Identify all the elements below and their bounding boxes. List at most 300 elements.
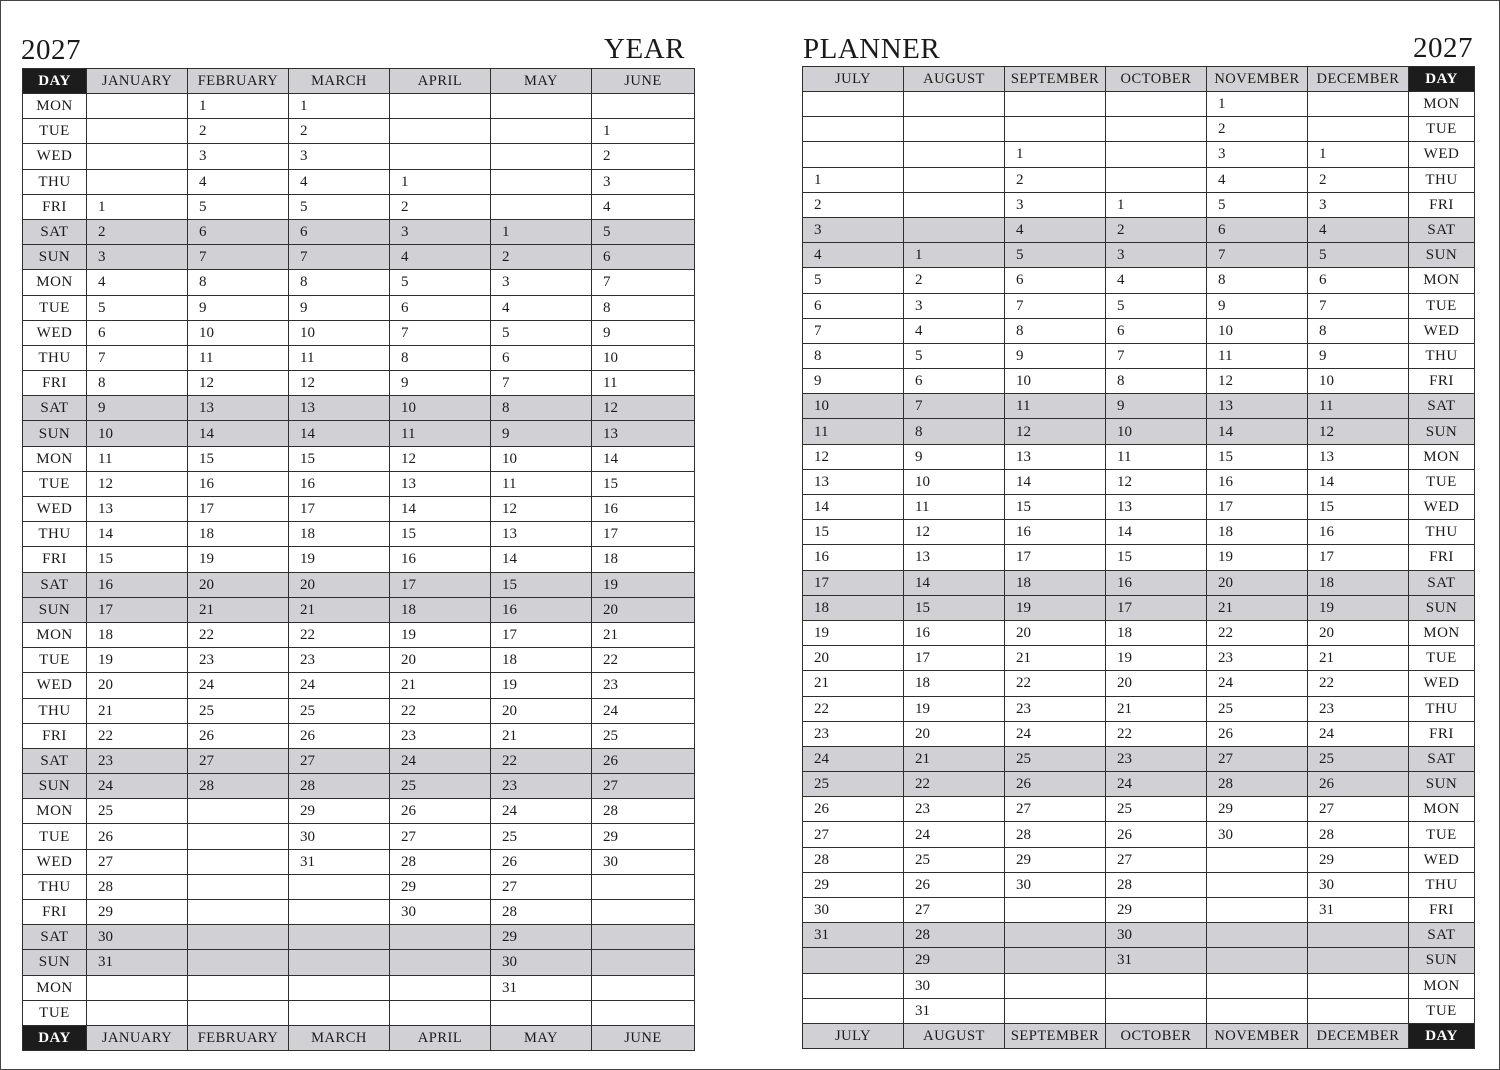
calendar-row [803,948,1475,973]
calendar-row [803,444,1475,469]
weekday-label: MON [1409,444,1475,469]
date-cell [188,799,289,824]
date-cell: 6 [1106,318,1207,343]
date-cell [289,874,390,899]
date-cell: 5 [87,295,188,320]
date-cell: 23 [1005,696,1106,721]
date-cell: 5 [803,268,904,293]
calendar-row [803,495,1475,520]
date-cell: 5 [491,320,592,345]
date-cell: 12 [390,446,491,471]
date-cell: 22 [188,622,289,647]
date-cell: 26 [188,723,289,748]
date-cell: 12 [1308,419,1409,444]
left-page-title: YEAR [604,33,685,65]
date-cell: 22 [1308,671,1409,696]
calendar-row [803,923,1475,948]
date-cell: 14 [904,570,1005,595]
date-cell: 26 [491,849,592,874]
date-cell: 4 [1308,217,1409,242]
date-cell: 6 [1207,217,1308,242]
date-cell [390,1000,491,1025]
date-cell: 17 [491,622,592,647]
left-month-header: JUNE [592,69,695,94]
date-cell [491,119,592,144]
date-cell: 3 [87,245,188,270]
date-cell [1207,923,1308,948]
date-cell: 24 [803,746,904,771]
date-cell [1106,117,1207,142]
date-cell: 28 [1005,822,1106,847]
date-cell: 11 [491,471,592,496]
weekday-label: TUE [23,119,87,144]
date-cell: 5 [1308,243,1409,268]
date-cell: 27 [289,748,390,773]
date-cell: 5 [390,270,491,295]
date-cell: 18 [188,522,289,547]
date-cell: 21 [289,597,390,622]
weekday-label: SAT [1409,923,1475,948]
date-cell: 13 [491,522,592,547]
calendar-row [23,799,695,824]
date-cell: 8 [904,419,1005,444]
calendar-row [803,822,1475,847]
weekday-label: FRI [1409,192,1475,217]
right-month-header: SEPTEMBER [1005,67,1106,92]
date-cell: 1 [491,219,592,244]
date-cell: 7 [87,345,188,370]
date-cell: 23 [803,721,904,746]
calendar-row [23,774,695,799]
calendar-row [23,119,695,144]
date-cell: 31 [1106,948,1207,973]
date-cell: 2 [491,245,592,270]
date-cell: 12 [592,396,695,421]
date-cell: 31 [289,849,390,874]
date-cell: 7 [491,371,592,396]
right-month-header: AUGUST [904,67,1005,92]
left-month-header: FEBRUARY [188,69,289,94]
weekday-label: SUN [1409,948,1475,973]
date-cell: 30 [1106,923,1207,948]
left-month-header: MAY [491,69,592,94]
date-cell: 11 [390,421,491,446]
weekday-label: WED [23,144,87,169]
calendar-row [23,94,695,119]
date-cell: 1 [390,169,491,194]
date-cell: 9 [803,369,904,394]
date-cell: 21 [1308,646,1409,671]
calendar-row [803,872,1475,897]
date-cell: 15 [188,446,289,471]
date-cell: 16 [1106,570,1207,595]
left-year-label: 2027 [21,34,81,66]
date-cell: 22 [904,772,1005,797]
date-cell: 28 [390,849,491,874]
date-cell: 19 [1207,545,1308,570]
date-cell: 2 [1207,117,1308,142]
date-cell [592,900,695,925]
date-cell: 11 [1308,394,1409,419]
date-cell: 26 [289,723,390,748]
calendar-row [803,243,1475,268]
date-cell: 27 [390,824,491,849]
date-cell [1005,92,1106,117]
date-cell [1308,948,1409,973]
date-cell: 3 [289,144,390,169]
date-cell: 19 [491,673,592,698]
weekday-label: SAT [23,748,87,773]
weekday-label: MON [1409,268,1475,293]
weekday-label: WED [1409,318,1475,343]
date-cell: 13 [1106,495,1207,520]
date-cell: 1 [289,94,390,119]
weekday-label: SUN [23,774,87,799]
calendar-row [23,421,695,446]
right-year-label: 2027 [1413,32,1473,64]
date-cell: 23 [1207,646,1308,671]
weekday-label: THU [1409,696,1475,721]
date-cell [1106,998,1207,1023]
weekday-label: WED [1409,142,1475,167]
date-cell: 10 [1207,318,1308,343]
date-cell: 13 [289,396,390,421]
date-cell: 9 [592,320,695,345]
date-cell: 9 [491,421,592,446]
date-cell: 16 [188,471,289,496]
date-cell: 27 [803,822,904,847]
calendar-row [803,419,1475,444]
date-cell: 15 [87,547,188,572]
weekday-label: FRI [23,547,87,572]
date-cell: 15 [289,446,390,471]
date-cell: 11 [289,345,390,370]
date-cell [592,925,695,950]
weekday-label: MON [23,622,87,647]
date-cell: 26 [904,872,1005,897]
date-cell: 1 [188,94,289,119]
calendar-row [23,345,695,370]
date-cell [1106,142,1207,167]
date-cell: 13 [1005,444,1106,469]
date-cell: 30 [1005,872,1106,897]
date-cell: 3 [1005,192,1106,217]
left-month-header: MARCH [289,69,390,94]
date-cell: 15 [491,572,592,597]
date-cell: 30 [87,925,188,950]
date-cell: 8 [188,270,289,295]
date-cell [1207,898,1308,923]
weekday-label: WED [23,849,87,874]
calendar-row [23,245,695,270]
weekday-label: SUN [1409,595,1475,620]
date-cell [592,950,695,975]
date-cell: 22 [1207,620,1308,645]
date-cell: 12 [1207,369,1308,394]
date-cell: 20 [390,648,491,673]
calendar-row [23,320,695,345]
calendar-row [23,497,695,522]
date-cell [803,142,904,167]
calendar-row [803,117,1475,142]
weekday-label: WED [23,320,87,345]
right-month-footer: SEPTEMBER [1005,1024,1106,1049]
date-cell [491,144,592,169]
date-cell: 15 [904,595,1005,620]
left-month-header: APRIL [390,69,491,94]
weekday-label: FRI [1409,898,1475,923]
date-cell [1207,872,1308,897]
date-cell [904,167,1005,192]
date-cell: 8 [1207,268,1308,293]
calendar-row [803,998,1475,1023]
date-cell [803,92,904,117]
right-month-header: JULY [803,67,904,92]
date-cell: 8 [592,295,695,320]
date-cell: 29 [289,799,390,824]
date-cell: 28 [592,799,695,824]
weekday-label: MON [23,270,87,295]
date-cell: 18 [390,597,491,622]
date-cell [188,975,289,1000]
weekday-label: FRI [1409,369,1475,394]
date-cell: 17 [904,646,1005,671]
date-cell: 11 [1106,444,1207,469]
date-cell: 17 [1207,495,1308,520]
date-cell: 3 [188,144,289,169]
date-cell: 3 [491,270,592,295]
calendar-row [23,622,695,647]
left-month-footer: APRIL [390,1026,491,1051]
date-cell: 27 [188,748,289,773]
date-cell: 9 [390,371,491,396]
date-cell: 13 [1207,394,1308,419]
date-cell: 11 [592,371,695,396]
right-month-header: DECEMBER [1308,67,1409,92]
date-cell: 28 [87,874,188,899]
date-cell: 24 [188,673,289,698]
date-cell: 10 [491,446,592,471]
date-cell [1207,998,1308,1023]
date-cell: 2 [904,268,1005,293]
weekday-label: SAT [1409,570,1475,595]
weekday-label: THU [23,698,87,723]
date-cell: 5 [1207,192,1308,217]
date-cell: 27 [491,874,592,899]
date-cell: 5 [1106,293,1207,318]
date-cell [390,94,491,119]
date-cell: 29 [1207,797,1308,822]
date-cell [1106,167,1207,192]
right-month-header: NOVEMBER [1207,67,1308,92]
calendar-row [23,270,695,295]
date-cell: 19 [904,696,1005,721]
date-cell: 4 [491,295,592,320]
weekday-label: SUN [23,421,87,446]
date-cell [1207,847,1308,872]
date-cell: 11 [1005,394,1106,419]
left-header-row [23,69,695,94]
date-cell: 17 [1308,545,1409,570]
calendar-row [23,849,695,874]
weekday-label: MON [23,975,87,1000]
date-cell: 5 [904,343,1005,368]
date-cell: 16 [904,620,1005,645]
date-cell: 6 [87,320,188,345]
weekday-label: FRI [23,723,87,748]
date-cell [1308,92,1409,117]
weekday-label: SAT [1409,394,1475,419]
date-cell: 28 [1207,772,1308,797]
date-cell [803,973,904,998]
date-cell: 20 [491,698,592,723]
date-cell [87,169,188,194]
date-cell: 26 [1005,772,1106,797]
date-cell: 31 [904,998,1005,1023]
date-cell: 21 [188,597,289,622]
date-cell: 18 [1005,570,1106,595]
date-cell: 25 [491,824,592,849]
date-cell [904,92,1005,117]
date-cell [289,900,390,925]
date-cell: 26 [592,748,695,773]
date-cell: 21 [592,622,695,647]
date-cell: 21 [904,746,1005,771]
date-cell: 19 [1308,595,1409,620]
date-cell: 26 [1207,721,1308,746]
weekday-label: SAT [23,925,87,950]
calendar-row [803,696,1475,721]
right-calendar-grid [802,66,1475,1049]
date-cell: 18 [803,595,904,620]
date-cell: 9 [289,295,390,320]
left-month-footer: MARCH [289,1026,390,1051]
date-cell: 30 [1308,872,1409,897]
weekday-label: THU [23,345,87,370]
weekday-label: WED [1409,495,1475,520]
date-cell [491,194,592,219]
date-cell: 1 [1308,142,1409,167]
date-cell: 15 [1207,444,1308,469]
date-cell [188,1000,289,1025]
calendar-row [803,217,1475,242]
calendar-row [803,167,1475,192]
date-cell: 27 [592,774,695,799]
date-cell [803,948,904,973]
date-cell: 10 [803,394,904,419]
weekday-label: TUE [1409,117,1475,142]
date-cell [188,874,289,899]
calendar-row [803,797,1475,822]
weekday-label: SUN [1409,772,1475,797]
date-cell: 29 [491,925,592,950]
date-cell [592,874,695,899]
date-cell: 21 [491,723,592,748]
right-day-header-top: DAY [1409,67,1475,92]
date-cell [1005,948,1106,973]
calendar-row [803,545,1475,570]
date-cell: 23 [1106,746,1207,771]
date-cell: 7 [289,245,390,270]
date-cell: 10 [904,469,1005,494]
date-cell [87,144,188,169]
date-cell: 24 [904,822,1005,847]
date-cell: 25 [188,698,289,723]
date-cell: 28 [491,900,592,925]
date-cell: 2 [1005,167,1106,192]
date-cell: 30 [491,950,592,975]
date-cell: 11 [904,495,1005,520]
date-cell [390,925,491,950]
calendar-row [23,900,695,925]
calendar-row [803,570,1475,595]
date-cell: 20 [1207,570,1308,595]
calendar-row [23,748,695,773]
date-cell: 6 [904,369,1005,394]
date-cell: 31 [1308,898,1409,923]
date-cell: 15 [1308,495,1409,520]
weekday-label: SAT [23,219,87,244]
date-cell: 26 [390,799,491,824]
weekday-label: TUE [1409,822,1475,847]
weekday-label: THU [23,874,87,899]
date-cell: 9 [188,295,289,320]
date-cell: 29 [1106,898,1207,923]
date-cell: 15 [1106,545,1207,570]
date-cell: 13 [390,471,491,496]
calendar-row [803,343,1475,368]
date-cell: 29 [87,900,188,925]
date-cell: 27 [1308,797,1409,822]
date-cell: 18 [1207,520,1308,545]
calendar-row [803,520,1475,545]
date-cell: 21 [803,671,904,696]
date-cell: 25 [87,799,188,824]
date-cell: 4 [289,169,390,194]
date-cell: 3 [390,219,491,244]
calendar-row [803,847,1475,872]
date-cell [904,192,1005,217]
date-cell: 22 [491,748,592,773]
date-cell: 22 [87,723,188,748]
date-cell: 15 [592,471,695,496]
weekday-label: MON [23,446,87,471]
date-cell: 9 [87,396,188,421]
weekday-label: MON [23,799,87,824]
calendar-row [803,142,1475,167]
date-cell: 23 [188,648,289,673]
date-cell: 4 [1005,217,1106,242]
date-cell [390,950,491,975]
calendar-row [803,898,1475,923]
date-cell: 1 [1106,192,1207,217]
date-cell: 24 [491,799,592,824]
date-cell [188,950,289,975]
calendar-row [23,446,695,471]
date-cell: 3 [592,169,695,194]
right-month-header: OCTOBER [1106,67,1207,92]
date-cell: 31 [491,975,592,1000]
date-cell: 10 [87,421,188,446]
date-cell: 7 [188,245,289,270]
date-cell: 16 [592,497,695,522]
calendar-row [803,973,1475,998]
date-cell: 2 [188,119,289,144]
weekday-label: SAT [23,396,87,421]
date-cell [803,998,904,1023]
date-cell: 24 [1308,721,1409,746]
right-day-header-bottom: DAY [1409,1024,1475,1049]
